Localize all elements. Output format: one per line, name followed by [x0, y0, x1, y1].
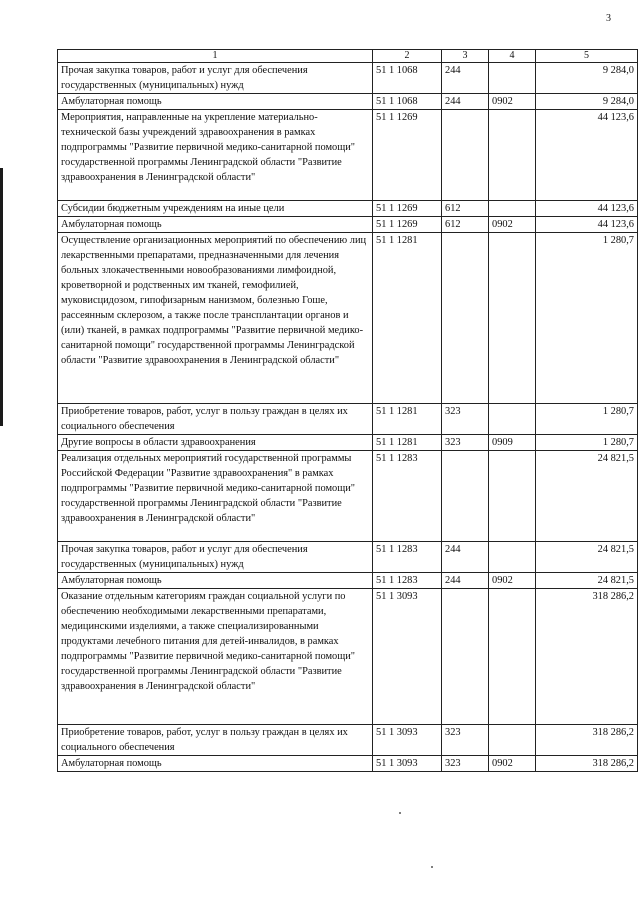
amount-cell: 24 821,5 — [536, 542, 638, 573]
table-row — [58, 451, 638, 542]
page-number: 3 — [606, 13, 611, 24]
expense-type-cell — [442, 451, 489, 542]
section-code-cell — [489, 233, 536, 404]
section-code-cell: 0902 — [489, 756, 536, 772]
expense-type-cell: 323 — [442, 725, 489, 756]
header-cell-1: 1 — [58, 50, 373, 63]
target-code-cell: 51 1 1283 — [373, 542, 442, 573]
expense-type-cell: 244 — [442, 573, 489, 589]
item-name-cell: Мероприятия, направленные на укрепление материально-технической базы учреждений здравоохранения в рамках подпрограммы "Развитие первичной медико-санитарной помощи" государственной программы Ленинградской области "Развитие здравоохранения в Ленинградской области" — [58, 110, 373, 201]
table-row — [58, 573, 638, 589]
item-name-cell: Осуществление организационных мероприятий по обеспечению лиц лекарственными препаратами, предназначенными для лечения больных злокачественными новообразованиями лимфоидной, кроветворной и родственных им тканей, гемофилией, муковисцидозом, гипофизарным нанизмом, болезнью Гоше, рассеянным склерозом, а также после трансплантации органов и (или) тканей, в рамках подпрограммы "Развитие первичной медико-санитарной помощи" государственной программы Ленинградской области "Развитие здравоохранения в Ленинградской области" — [58, 233, 373, 404]
item-name-cell: Амбулаторная помощь — [58, 573, 373, 589]
target-code-cell: 51 1 3093 — [373, 589, 442, 725]
table-row — [58, 725, 638, 756]
target-code-cell: 51 1 1281 — [373, 233, 442, 404]
target-code-cell: 51 1 1283 — [373, 451, 442, 542]
section-code-cell — [489, 589, 536, 725]
item-name-cell: Субсидии бюджетным учреждениям на иные цели — [58, 201, 373, 217]
table-row — [58, 233, 638, 404]
item-name-cell: Приобретение товаров, работ, услуг в пользу граждан в целях их социального обеспечения — [58, 404, 373, 435]
item-name-cell: Прочая закупка товаров, работ и услуг для обеспечения государственных (муниципальных) нужд — [58, 542, 373, 573]
header-cell-5: 5 — [536, 50, 638, 63]
table-row — [58, 435, 638, 451]
amount-cell: 24 821,5 — [536, 451, 638, 542]
amount-cell: 318 286,2 — [536, 725, 638, 756]
item-name-cell: Реализация отдельных мероприятий государственной программы Российской Федерации "Развитие здравоохранения" в рамках подпрограммы "Развитие первичной медико-санитарной помощи" государственной программы Ленинградской области "Развитие здравоохранения в Ленинградской области" — [58, 451, 373, 542]
amount-cell: 318 286,2 — [536, 756, 638, 772]
amount-cell: 9 284,0 — [536, 94, 638, 110]
expense-type-cell: 244 — [442, 542, 489, 573]
section-code-cell: 0902 — [489, 573, 536, 589]
header-cell-2: 2 — [373, 50, 442, 63]
expense-type-cell: 612 — [442, 217, 489, 233]
target-code-cell: 51 1 1281 — [373, 404, 442, 435]
header-row — [58, 50, 638, 63]
target-code-cell: 51 1 1068 — [373, 63, 442, 94]
table-row — [58, 589, 638, 725]
table-row — [58, 756, 638, 772]
item-name-cell: Приобретение товаров, работ, услуг в пользу граждан в целях их социального обеспечения — [58, 725, 373, 756]
target-code-cell: 51 1 1269 — [373, 110, 442, 201]
amount-cell: 44 123,6 — [536, 201, 638, 217]
item-name-cell: Амбулаторная помощь — [58, 217, 373, 233]
amount-cell: 1 280,7 — [536, 435, 638, 451]
expense-type-cell: 323 — [442, 756, 489, 772]
item-name-cell: Прочая закупка товаров, работ и услуг для обеспечения государственных (муниципальных) нужд — [58, 63, 373, 94]
section-code-cell — [489, 451, 536, 542]
item-name-cell: Амбулаторная помощь — [58, 756, 373, 772]
expense-type-cell — [442, 233, 489, 404]
amount-cell: 318 286,2 — [536, 589, 638, 725]
amount-cell: 1 280,7 — [536, 404, 638, 435]
expense-type-cell: 323 — [442, 404, 489, 435]
table-row — [58, 217, 638, 233]
table-row — [58, 201, 638, 217]
amount-cell: 1 280,7 — [536, 233, 638, 404]
expense-type-cell — [442, 589, 489, 725]
target-code-cell: 51 1 1269 — [373, 201, 442, 217]
target-code-cell: 51 1 1068 — [373, 94, 442, 110]
section-code-cell — [489, 201, 536, 217]
target-code-cell: 51 1 1269 — [373, 217, 442, 233]
table-row — [58, 63, 638, 94]
amount-cell: 44 123,6 — [536, 110, 638, 201]
amount-cell: 9 284,0 — [536, 63, 638, 94]
header-cell-3: 3 — [442, 50, 489, 63]
item-name-cell: Оказание отдельным категориям граждан социальной услуги по обеспечению необходимыми лекарственными препаратами, медицинскими изделиями, а также специализированными продуктами лечебного питания для детей-инвалидов, в рамках подпрограммы "Развитие первичной медико-санитарной помощи" государственной программы Ленинградской области "Развитие здравоохранения в Ленинградской области" — [58, 589, 373, 725]
expense-type-cell: 323 — [442, 435, 489, 451]
section-code-cell: 0902 — [489, 217, 536, 233]
expense-type-cell: 612 — [442, 201, 489, 217]
header-cell-4: 4 — [489, 50, 536, 63]
table-row — [58, 94, 638, 110]
section-code-cell — [489, 404, 536, 435]
target-code-cell: 51 1 1283 — [373, 573, 442, 589]
section-code-cell: 0902 — [489, 94, 536, 110]
section-code-cell: 0909 — [489, 435, 536, 451]
scan-speck — [399, 812, 401, 814]
target-code-cell: 51 1 3093 — [373, 756, 442, 772]
item-name-cell: Другие вопросы в области здравоохранения — [58, 435, 373, 451]
target-code-cell: 51 1 1281 — [373, 435, 442, 451]
section-code-cell — [489, 542, 536, 573]
amount-cell: 24 821,5 — [536, 573, 638, 589]
expense-type-cell — [442, 110, 489, 201]
table-row — [58, 110, 638, 201]
expense-type-cell: 244 — [442, 94, 489, 110]
scan-speck — [431, 866, 433, 868]
expense-type-cell: 244 — [442, 63, 489, 94]
item-name-cell: Амбулаторная помощь — [58, 94, 373, 110]
section-code-cell — [489, 725, 536, 756]
scan-edge-mark — [0, 168, 3, 426]
target-code-cell: 51 1 3093 — [373, 725, 442, 756]
section-code-cell — [489, 110, 536, 201]
budget-table — [57, 49, 638, 772]
section-code-cell — [489, 63, 536, 94]
table-row — [58, 542, 638, 573]
table-row — [58, 404, 638, 435]
amount-cell: 44 123,6 — [536, 217, 638, 233]
